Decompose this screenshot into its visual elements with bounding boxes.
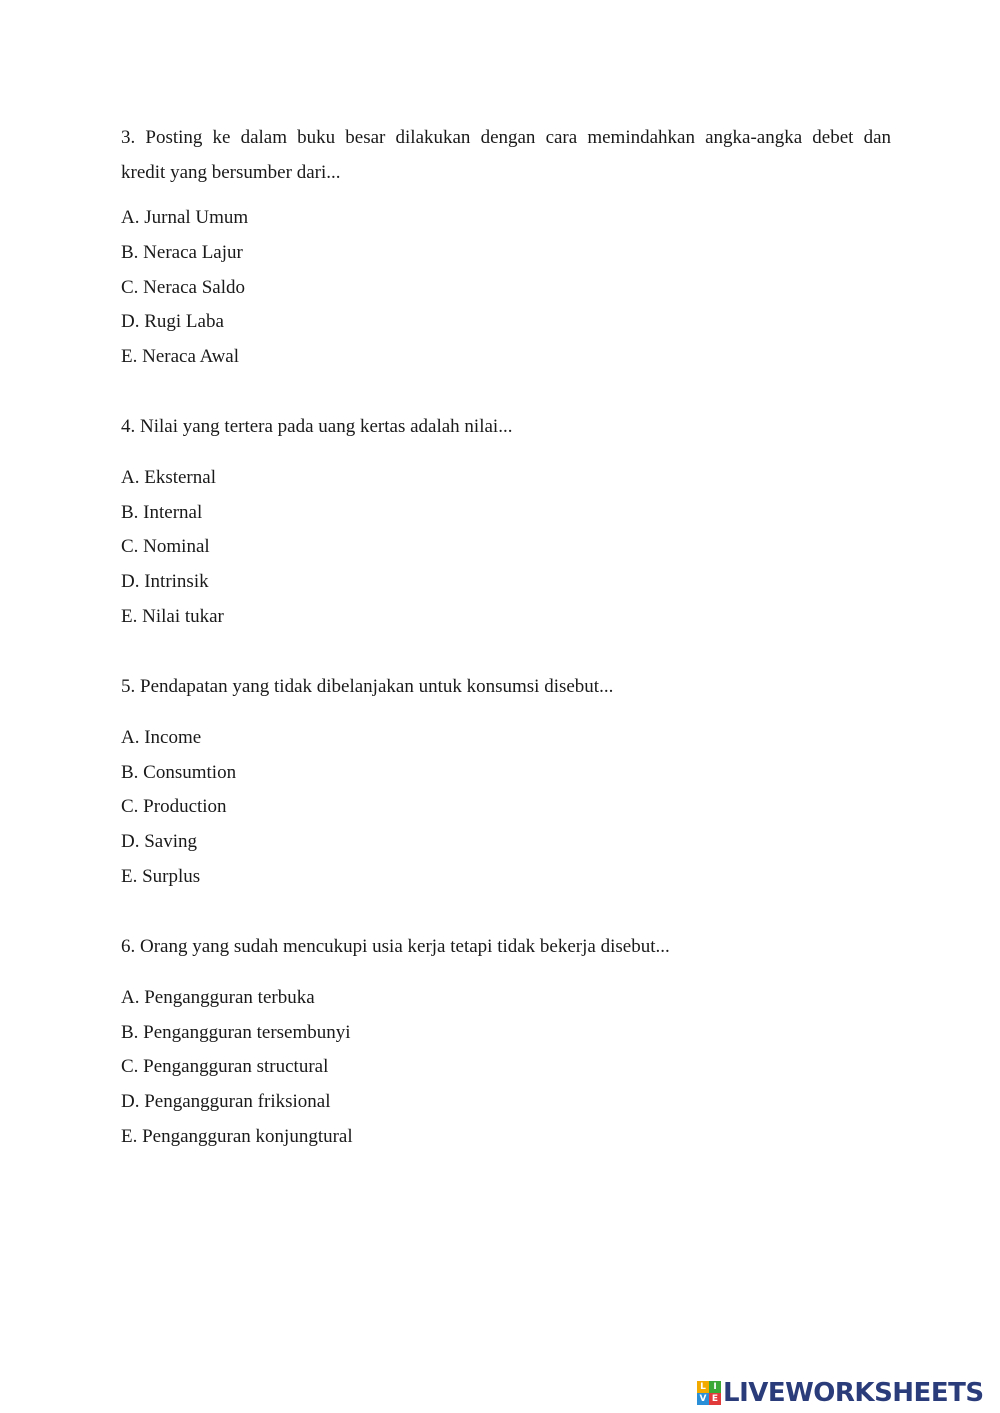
question-4-stem: 4. Nilai yang tertera pada uang kertas adalah nilai...	[121, 416, 513, 437]
question-3-stem-line-1: 3. Posting ke dalam buku besar dilakukan dengan cara memindahkan angka-angka debet dan	[121, 127, 891, 148]
question-5-option-b: B. Consumtion	[121, 762, 237, 783]
question-3-option-a: A. Jurnal Umum	[121, 207, 249, 228]
question-5-stem: 5. Pendapatan yang tidak dibelanjakan untuk konsumsi disebut...	[121, 676, 614, 697]
question-4-option-d: D. Intrinsik	[121, 571, 209, 592]
logo-tile-v: V	[697, 1393, 709, 1405]
question-3-option-b: B. Neraca Lajur	[121, 242, 243, 263]
question-4-option-c: C. Nominal	[121, 536, 210, 557]
question-4-option-b: B. Internal	[121, 502, 203, 523]
question-4-option-a: A. Eksternal	[121, 467, 216, 488]
question-3-stem	[121, 120, 891, 190]
question-3-option-c: C. Neraca Saldo	[121, 277, 245, 298]
question-6-option-d: D. Pengangguran friksional	[121, 1091, 331, 1112]
question-5-option-a: A. Income	[121, 727, 202, 748]
question-6-stem: 6. Orang yang sudah mencukupi usia kerja tetapi tidak bekerja disebut...	[121, 936, 670, 957]
liveworksheets-logo-text: LIVEWORKSHEETS	[723, 1378, 984, 1408]
question-6-option-a: A. Pengangguran terbuka	[121, 987, 315, 1008]
liveworksheets-watermark	[697, 1377, 984, 1409]
question-6-option-e: E. Pengangguran konjungtural	[121, 1126, 353, 1147]
question-3-option-d: D. Rugi Laba	[121, 311, 224, 332]
question-5-option-e: E. Surplus	[121, 866, 201, 887]
question-3-stem-line-2: kredit yang bersumber dari...	[121, 162, 341, 183]
question-4-option-e: E. Nilai tukar	[121, 606, 224, 627]
question-6-option-b: B. Pengangguran tersembunyi	[121, 1022, 351, 1043]
logo-tile-e: E	[709, 1393, 721, 1405]
logo-tile-l: L	[697, 1381, 709, 1393]
question-5-option-d: D. Saving	[121, 831, 197, 852]
logo-tile-i: I	[709, 1381, 721, 1393]
question-5-option-c: C. Production	[121, 796, 227, 817]
liveworksheets-logo-icon	[697, 1381, 721, 1405]
question-6-option-c: C. Pengangguran structural	[121, 1056, 329, 1077]
question-3-option-e: E. Neraca Awal	[121, 346, 239, 367]
